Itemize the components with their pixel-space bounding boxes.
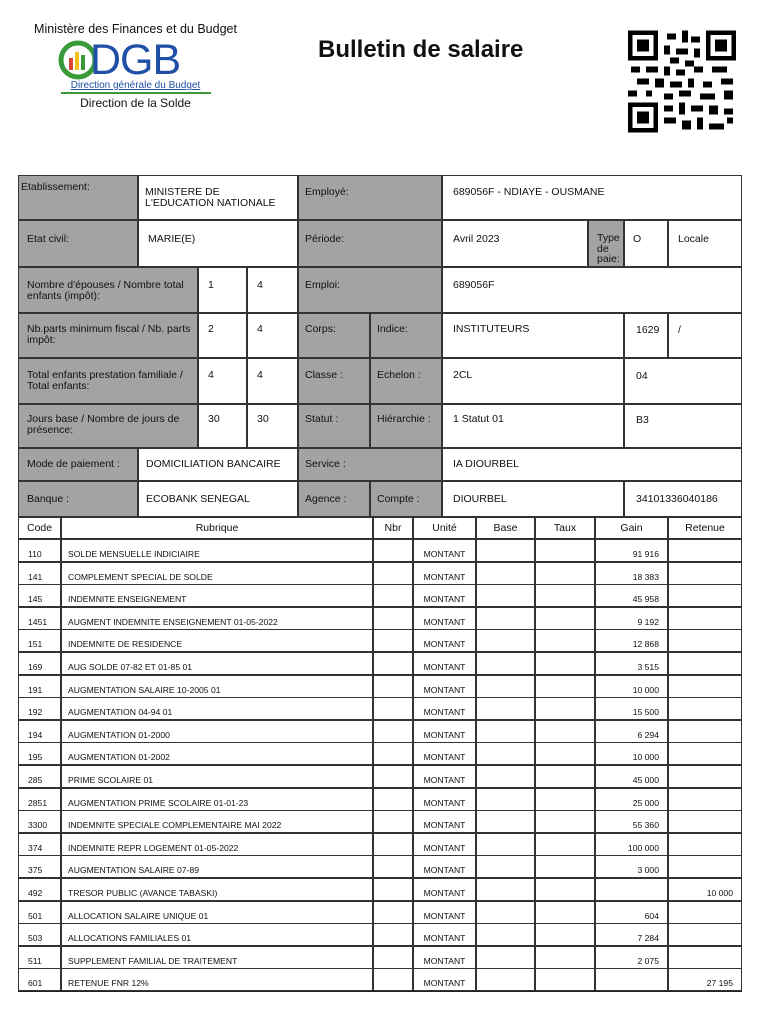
corps-value: INSTITUTEURS — [442, 313, 624, 358]
etablissement-label: Etablissement: — [18, 175, 138, 220]
cell-gain — [595, 878, 668, 901]
cell-gain: 55 360 — [595, 810, 668, 833]
cell-rubrique: AUGMENTATION 01-2000 — [61, 720, 373, 743]
cell-rubrique: AUGMENTATION SALAIRE 10-2005 01 — [61, 675, 373, 698]
cell-unite: MONTANT — [413, 901, 476, 924]
logo-subtitle: Direction générale du Budget — [70, 80, 201, 91]
cell-rubrique: AUGMENTATION 04-94 01 — [61, 697, 373, 720]
periode-label: Période: — [298, 220, 442, 267]
cell-nbr — [373, 855, 413, 878]
cell-unite: MONTANT — [413, 675, 476, 698]
cell-base — [476, 901, 535, 924]
cell-gain: 3 000 — [595, 855, 668, 878]
col-header-code: Code — [18, 517, 61, 539]
cell-base — [476, 946, 535, 969]
etat-civil-value: MARIE(E) — [138, 220, 298, 267]
cell-gain: 18 383 — [595, 562, 668, 585]
cell-unite: MONTANT — [413, 968, 476, 991]
cell-unite: MONTANT — [413, 652, 476, 675]
parts-value-2: 4 — [247, 313, 298, 358]
cell-base — [476, 697, 535, 720]
cell-base — [476, 968, 535, 991]
direction-label: Direction de la Solde — [80, 96, 191, 110]
table-row — [18, 742, 742, 765]
cell-gain: 6 294 — [595, 720, 668, 743]
cell-retenue — [668, 901, 742, 924]
cell-code: 141 — [18, 562, 61, 585]
corps-label: Corps: — [298, 313, 370, 358]
employe-value: 689056F - NDIAYE - OUSMANE — [442, 175, 742, 220]
cell-gain: 100 000 — [595, 833, 668, 856]
cell-retenue — [668, 584, 742, 607]
cell-unite: MONTANT — [413, 810, 476, 833]
cell-unite: MONTANT — [413, 607, 476, 630]
cell-base — [476, 652, 535, 675]
banque-label: Banque : — [18, 481, 138, 517]
etat-civil-label: Etat civil: — [18, 220, 138, 267]
cell-gain: 10 000 — [595, 675, 668, 698]
cell-code: 169 — [18, 652, 61, 675]
cell-nbr — [373, 788, 413, 811]
indice-value: 1629 — [624, 313, 668, 358]
jours-value-2: 30 — [247, 404, 298, 448]
cell-code: 145 — [18, 584, 61, 607]
cell-unite: MONTANT — [413, 833, 476, 856]
table-row — [18, 539, 742, 562]
cell-nbr — [373, 810, 413, 833]
periode-value: Avril 2023 — [442, 220, 588, 267]
table-row — [18, 968, 742, 991]
cell-code: 3300 — [18, 810, 61, 833]
mode-paiement-value: DOMICILIATION BANCAIRE — [138, 448, 298, 481]
col-header-taux: Taux — [535, 517, 595, 539]
dgb-logo — [28, 38, 243, 86]
cell-retenue — [668, 855, 742, 878]
cell-gain: 45 958 — [595, 584, 668, 607]
table-row — [18, 584, 742, 607]
cell-taux — [535, 607, 595, 630]
cell-base — [476, 810, 535, 833]
cell-nbr — [373, 833, 413, 856]
table-row — [18, 765, 742, 788]
cell-taux — [535, 901, 595, 924]
service-value: IA DIOURBEL — [442, 448, 742, 481]
cell-unite: MONTANT — [413, 629, 476, 652]
cell-nbr — [373, 720, 413, 743]
cell-taux — [535, 675, 595, 698]
table-row — [18, 901, 742, 924]
cell-code: 1451 — [18, 607, 61, 630]
cell-rubrique: INDEMNITE ENSEIGNEMENT — [61, 584, 373, 607]
cell-gain: 3 515 — [595, 652, 668, 675]
cell-retenue — [668, 562, 742, 585]
table-row — [18, 810, 742, 833]
emploi-label: Emploi: — [298, 267, 442, 313]
table-row — [18, 652, 742, 675]
enfants-value-1: 4 — [198, 358, 247, 404]
cell-gain: 91 916 — [595, 539, 668, 562]
cell-rubrique: PRIME SCOLAIRE 01 — [61, 765, 373, 788]
cell-retenue — [668, 946, 742, 969]
cell-gain — [595, 968, 668, 991]
mode-paiement-label: Mode de paiement : — [18, 448, 138, 481]
table-row — [18, 855, 742, 878]
echelon-label: Echelon : — [370, 358, 442, 404]
cell-nbr — [373, 675, 413, 698]
compte-value: 34101336040186 — [624, 481, 742, 517]
cell-code: 285 — [18, 765, 61, 788]
table-row — [18, 720, 742, 743]
compte-label: Compte : — [370, 481, 442, 517]
cell-taux — [535, 720, 595, 743]
cell-base — [476, 720, 535, 743]
cell-base — [476, 675, 535, 698]
cell-code: 195 — [18, 742, 61, 765]
indice-extra: / — [668, 313, 742, 358]
logo-underline — [61, 92, 211, 94]
qr-code-icon — [628, 30, 736, 133]
cell-base — [476, 833, 535, 856]
cell-nbr — [373, 652, 413, 675]
table-row — [18, 675, 742, 698]
epouses-label: Nombre d'épouses / Nombre total enfants (impôt): — [18, 267, 198, 313]
etablissement-value: MINISTERE DE L'EDUCATION NATIONALE — [138, 175, 298, 220]
cell-gain: 10 000 — [595, 742, 668, 765]
table-row — [18, 946, 742, 969]
cell-taux — [535, 539, 595, 562]
cell-base — [476, 855, 535, 878]
cell-taux — [535, 833, 595, 856]
cell-base — [476, 742, 535, 765]
cell-retenue — [668, 539, 742, 562]
cell-taux — [535, 697, 595, 720]
ministere-label: Ministère des Finances et du Budget — [34, 22, 237, 36]
cell-base — [476, 765, 535, 788]
cell-code: 194 — [18, 720, 61, 743]
type-paie-extra: Locale — [668, 220, 742, 267]
cell-gain: 12 868 — [595, 629, 668, 652]
jours-value-1: 30 — [198, 404, 247, 448]
cell-base — [476, 607, 535, 630]
enfants-value-2: 4 — [247, 358, 298, 404]
cell-retenue: 27 195 — [668, 968, 742, 991]
col-header-gain: Gain — [595, 517, 668, 539]
cell-unite: MONTANT — [413, 539, 476, 562]
cell-unite: MONTANT — [413, 562, 476, 585]
cell-code: 511 — [18, 946, 61, 969]
cell-retenue — [668, 923, 742, 946]
cell-unite: MONTANT — [413, 742, 476, 765]
cell-nbr — [373, 968, 413, 991]
hierarchie-value: B3 — [624, 404, 742, 448]
cell-unite: MONTANT — [413, 923, 476, 946]
enfants-label: Total enfants prestation familiale / Total enfants: — [18, 358, 198, 404]
header-branding — [28, 22, 243, 110]
cell-nbr — [373, 629, 413, 652]
cell-nbr — [373, 946, 413, 969]
cell-rubrique: COMPLEMENT SPECIAL DE SOLDE — [61, 562, 373, 585]
cell-base — [476, 562, 535, 585]
service-label: Service : — [298, 448, 442, 481]
col-header-base: Base — [476, 517, 535, 539]
cell-gain: 7 284 — [595, 923, 668, 946]
cell-rubrique: SOLDE MENSUELLE INDICIAIRE — [61, 539, 373, 562]
hierarchie-label: Hiérarchie : — [370, 404, 442, 448]
cell-unite: MONTANT — [413, 878, 476, 901]
cell-unite: MONTANT — [413, 584, 476, 607]
epouses-value-1: 1 — [198, 267, 247, 313]
jours-label: Jours base / Nombre de jours de présence: — [18, 404, 198, 448]
cell-taux — [535, 923, 595, 946]
cell-unite: MONTANT — [413, 855, 476, 878]
cell-retenue — [668, 765, 742, 788]
table-row — [18, 697, 742, 720]
cell-rubrique: INDEMNITE REPR LOGEMENT 01-05-2022 — [61, 833, 373, 856]
cell-code: 601 — [18, 968, 61, 991]
cell-rubrique: TRESOR PUBLIC (AVANCE TABASKI) — [61, 878, 373, 901]
cell-base — [476, 788, 535, 811]
cell-base — [476, 629, 535, 652]
cell-unite: MONTANT — [413, 697, 476, 720]
cell-retenue: 10 000 — [668, 878, 742, 901]
cell-base — [476, 923, 535, 946]
cell-retenue — [668, 629, 742, 652]
table-row — [18, 562, 742, 585]
cell-gain: 15 500 — [595, 697, 668, 720]
cell-retenue — [668, 607, 742, 630]
cell-retenue — [668, 788, 742, 811]
cell-rubrique: INDEMNITE DE RESIDENCE — [61, 629, 373, 652]
echelon-value: 04 — [624, 358, 742, 404]
table-row — [18, 607, 742, 630]
cell-gain: 45 000 — [595, 765, 668, 788]
statut-label: Statut : — [298, 404, 370, 448]
cell-taux — [535, 855, 595, 878]
cell-retenue — [668, 742, 742, 765]
parts-label: Nb.parts minimum fiscal / Nb. parts impôt: — [18, 313, 198, 358]
cell-retenue — [668, 833, 742, 856]
cell-code: 192 — [18, 697, 61, 720]
cell-rubrique: ALLOCATIONS FAMILIALES 01 — [61, 923, 373, 946]
cell-base — [476, 584, 535, 607]
cell-rubrique: RETENUE FNR 12% — [61, 968, 373, 991]
col-header-unite: Unité — [413, 517, 476, 539]
table-row — [18, 788, 742, 811]
cell-nbr — [373, 765, 413, 788]
cell-retenue — [668, 675, 742, 698]
document-title: Bulletin de salaire — [318, 36, 524, 63]
cell-rubrique: ALLOCATION SALAIRE UNIQUE 01 — [61, 901, 373, 924]
cell-code: 2851 — [18, 788, 61, 811]
cell-retenue — [668, 810, 742, 833]
cell-taux — [535, 652, 595, 675]
col-header-rubrique: Rubrique — [61, 517, 373, 539]
cell-code: 503 — [18, 923, 61, 946]
cell-rubrique: SUPPLEMENT FAMILIAL DE TRAITEMENT — [61, 946, 373, 969]
col-header-nbr: Nbr — [373, 517, 413, 539]
cell-nbr — [373, 607, 413, 630]
cell-taux — [535, 765, 595, 788]
cell-taux — [535, 629, 595, 652]
cell-gain: 604 — [595, 901, 668, 924]
table-row — [18, 878, 742, 901]
emploi-value: 689056F — [442, 267, 742, 313]
parts-value-1: 2 — [198, 313, 247, 358]
cell-base — [476, 878, 535, 901]
cell-code: 375 — [18, 855, 61, 878]
cell-nbr — [373, 923, 413, 946]
cell-nbr — [373, 584, 413, 607]
agence-value: DIOURBEL — [442, 481, 624, 517]
cell-unite: MONTANT — [413, 720, 476, 743]
cell-taux — [535, 968, 595, 991]
type-paie-value: O — [624, 220, 668, 267]
cell-taux — [535, 946, 595, 969]
cell-gain: 25 000 — [595, 788, 668, 811]
table-row — [18, 923, 742, 946]
table-row — [18, 629, 742, 652]
cell-rubrique: INDEMNITE SPECIALE COMPLEMENTAIRE MAI 2022 — [61, 810, 373, 833]
cell-taux — [535, 810, 595, 833]
cell-taux — [535, 788, 595, 811]
cell-retenue — [668, 697, 742, 720]
cell-nbr — [373, 878, 413, 901]
cell-retenue — [668, 652, 742, 675]
cell-nbr — [373, 742, 413, 765]
cell-gain: 2 075 — [595, 946, 668, 969]
cell-unite: MONTANT — [413, 765, 476, 788]
epouses-value-2: 4 — [247, 267, 298, 313]
cell-code: 492 — [18, 878, 61, 901]
cell-nbr — [373, 562, 413, 585]
type-paie-label: Type de paie: — [588, 220, 624, 267]
cell-rubrique: AUG SOLDE 07-82 ET 01-85 01 — [61, 652, 373, 675]
indice-label: Indice: — [370, 313, 442, 358]
agence-label: Agence : — [298, 481, 370, 517]
cell-nbr — [373, 901, 413, 924]
cell-gain: 9 192 — [595, 607, 668, 630]
cell-unite: MONTANT — [413, 788, 476, 811]
banque-value: ECOBANK SENEGAL — [138, 481, 298, 517]
cell-retenue — [668, 720, 742, 743]
cell-taux — [535, 584, 595, 607]
employe-label: Employé: — [298, 175, 442, 220]
statut-value: 1 Statut 01 — [442, 404, 624, 448]
table-row — [18, 833, 742, 856]
cell-taux — [535, 562, 595, 585]
cell-taux — [535, 878, 595, 901]
cell-taux — [535, 742, 595, 765]
cell-rubrique: AUGMENTATION 01-2002 — [61, 742, 373, 765]
classe-label: Classe : — [298, 358, 370, 404]
cell-unite: MONTANT — [413, 946, 476, 969]
logo-text: DGB — [90, 36, 181, 84]
col-header-retenue: Retenue — [668, 517, 742, 539]
cell-code: 191 — [18, 675, 61, 698]
cell-code: 501 — [18, 901, 61, 924]
cell-rubrique: AUGMENTATION PRIME SCOLAIRE 01-01-23 — [61, 788, 373, 811]
cell-rubrique: AUGMENT INDEMNITE ENSEIGNEMENT 01-05-2022 — [61, 607, 373, 630]
cell-code: 110 — [18, 539, 61, 562]
classe-value: 2CL — [442, 358, 624, 404]
cell-code: 151 — [18, 629, 61, 652]
cell-nbr — [373, 697, 413, 720]
cell-nbr — [373, 539, 413, 562]
cell-rubrique: AUGMENTATION SALAIRE 07-89 — [61, 855, 373, 878]
cell-code: 374 — [18, 833, 61, 856]
cell-base — [476, 539, 535, 562]
